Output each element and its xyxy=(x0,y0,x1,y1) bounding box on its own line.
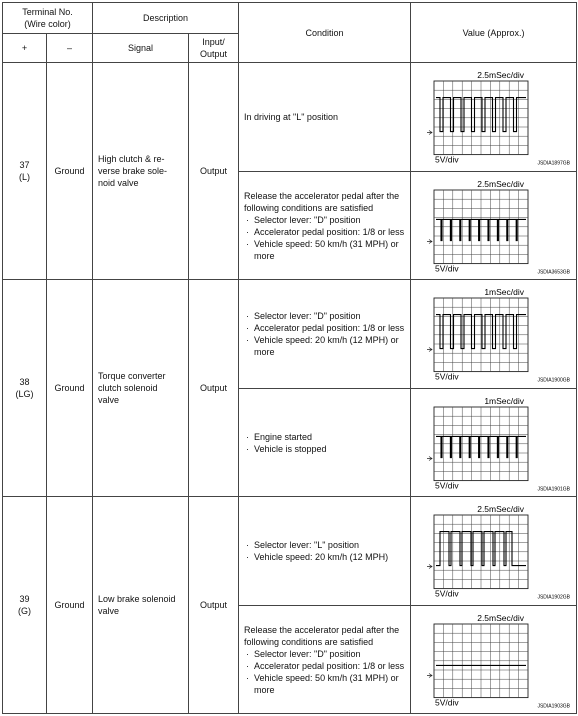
voltage-division-label: 5V/div xyxy=(434,697,459,708)
condition-cell xyxy=(239,497,411,606)
oscilloscope-graph xyxy=(416,178,572,274)
signal-cell xyxy=(93,63,189,280)
signal-header: Signal xyxy=(93,34,189,63)
condition-cell xyxy=(239,63,411,172)
io-header: Input/ Output xyxy=(189,34,239,63)
voltage-division-label: 5V/div xyxy=(434,371,459,382)
condition-item: · Selector lever: "L" position xyxy=(254,539,406,551)
condition-item: · Vehicle speed: 50 km/h (31 MPH) or more xyxy=(254,238,406,262)
condition-item: · Vehicle is stopped xyxy=(254,443,406,455)
io-cell xyxy=(189,63,239,280)
value-header: Value (Approx.) xyxy=(411,3,577,63)
terminal-number: 38 (LG) xyxy=(15,377,34,399)
time-division-label: 2.5mSec/div xyxy=(476,504,524,514)
time-division-label: 1mSec/div xyxy=(483,287,524,297)
ground-reference-icon xyxy=(427,239,432,243)
condition-intro: Release the accelerator pedal after the following conditions are satisfied xyxy=(244,624,400,647)
ground-cell xyxy=(47,280,93,497)
time-division-label: 2.5mSec/div xyxy=(476,612,524,623)
ground-label: Ground xyxy=(54,166,85,176)
oscilloscope-graph xyxy=(416,395,572,491)
ground-label: Ground xyxy=(54,600,85,610)
signal-cell xyxy=(93,280,189,497)
condition-item: · Vehicle speed: 20 km/h (12 MPH) or more xyxy=(254,334,406,358)
terminal-number: 37 (L) xyxy=(19,160,30,182)
ground-reference-icon xyxy=(427,131,432,135)
ground-reference-icon xyxy=(427,565,432,569)
ground-reference-icon xyxy=(427,456,432,460)
condition-item: · Vehicle speed: 20 km/h (12 MPH) xyxy=(254,551,406,563)
condition-list xyxy=(244,539,406,563)
ground-reference-icon xyxy=(427,673,432,677)
figure-id-label: JSDIA1900GB xyxy=(536,377,570,382)
condition-item: · Accelerator pedal position: 1/8 or less xyxy=(254,322,406,334)
plus-header: + xyxy=(3,34,47,63)
terminal-spec-table xyxy=(2,2,577,714)
terminal-number-cell xyxy=(3,497,47,714)
figure-id-label: JSDIA1897GB xyxy=(536,160,570,165)
oscilloscope-graph xyxy=(416,69,572,165)
value-cell xyxy=(411,497,577,606)
voltage-division-label: 5V/div xyxy=(434,263,459,274)
voltage-division-label: 5V/div xyxy=(434,588,459,599)
table-row xyxy=(3,63,577,172)
signal-name: Low brake solenoid valve xyxy=(98,594,176,616)
io-cell xyxy=(189,280,239,497)
figure-id-label: JSDIA1903GB xyxy=(536,703,570,708)
terminal-number-cell xyxy=(3,63,47,280)
header-row-1 xyxy=(3,3,577,34)
voltage-division-label: 5V/div xyxy=(434,480,459,491)
io-label: Output xyxy=(200,166,228,176)
io-label: Output xyxy=(200,600,228,610)
oscilloscope-graph xyxy=(416,612,572,708)
condition-list xyxy=(244,310,406,358)
condition-list xyxy=(244,431,406,455)
condition-cell xyxy=(239,606,411,714)
condition-cell xyxy=(239,172,411,280)
time-division-label: 1mSec/div xyxy=(483,395,524,406)
terminal-number: 39 (G) xyxy=(18,594,31,616)
oscilloscope-graph xyxy=(416,286,572,382)
minus-header: – xyxy=(47,34,93,63)
voltage-division-label: 5V/div xyxy=(434,154,459,165)
condition-cell xyxy=(239,389,411,497)
condition-item: · Engine started xyxy=(254,431,406,443)
figure-id-label: JSDIA1902GB xyxy=(536,594,570,599)
terminal-number-cell xyxy=(3,280,47,497)
figure-id-label: JSDIA3653GB xyxy=(536,269,570,274)
condition-intro: In driving at "L" position xyxy=(244,112,338,122)
condition-cell xyxy=(239,280,411,389)
time-division-label: 2.5mSec/div xyxy=(476,70,524,80)
condition-item: · Selector lever: "D" position xyxy=(254,310,406,322)
signal-name: Torque converter clutch solenoid valve xyxy=(98,371,166,405)
ground-label: Ground xyxy=(54,383,85,393)
signal-cell xyxy=(93,497,189,714)
oscilloscope-graph xyxy=(416,503,572,599)
ground-reference-icon xyxy=(427,348,432,352)
value-cell xyxy=(411,172,577,280)
description-header: Description xyxy=(93,3,239,34)
condition-list xyxy=(244,648,406,696)
condition-item: · Vehicle speed: 50 km/h (31 MPH) or more xyxy=(254,672,406,696)
value-cell xyxy=(411,389,577,497)
condition-intro: Release the accelerator pedal after the following conditions are satisfied xyxy=(244,190,400,213)
io-cell xyxy=(189,497,239,714)
value-cell xyxy=(411,280,577,389)
ground-cell xyxy=(47,497,93,714)
value-cell xyxy=(411,606,577,714)
condition-item: · Accelerator pedal position: 1/8 or less xyxy=(254,226,406,238)
condition-item: · Selector lever: "D" position xyxy=(254,214,406,226)
table-row xyxy=(3,280,577,389)
io-label: Output xyxy=(200,383,228,393)
condition-header: Condition xyxy=(239,3,411,63)
condition-item: · Accelerator pedal position: 1/8 or less xyxy=(254,660,406,672)
signal-name: High clutch & re- verse brake sole- noid valve xyxy=(98,154,168,188)
figure-id-label: JSDIA1901GB xyxy=(536,486,570,491)
ground-cell xyxy=(47,63,93,280)
condition-item: · Selector lever: "D" position xyxy=(254,648,406,660)
value-cell xyxy=(411,63,577,172)
terminal-header: Terminal No. (Wire color) xyxy=(3,3,93,34)
condition-list xyxy=(244,214,406,262)
table-row xyxy=(3,497,577,606)
time-division-label: 2.5mSec/div xyxy=(476,178,524,189)
